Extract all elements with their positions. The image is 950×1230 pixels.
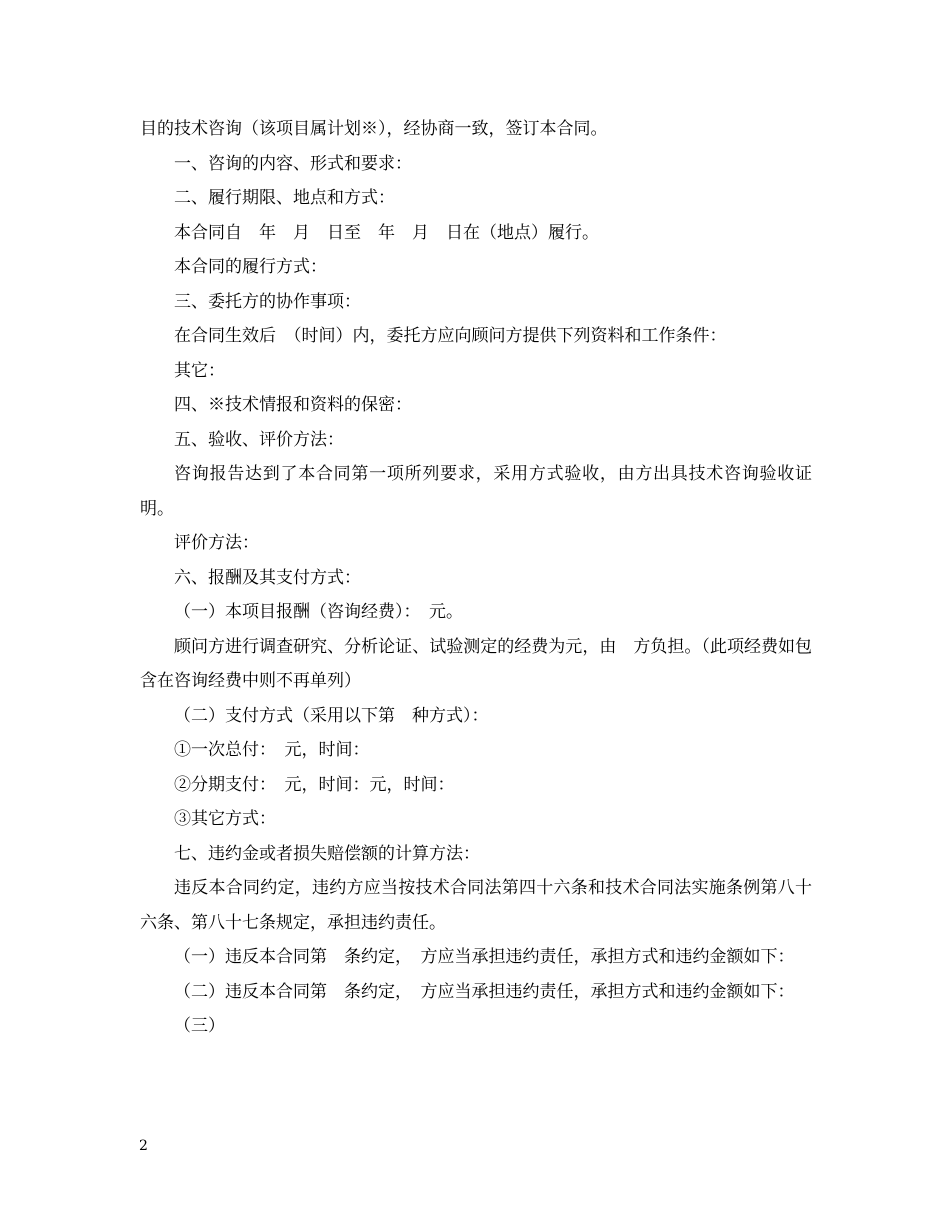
paragraph-other-payment: ③其它方式： [174,809,276,829]
heading-penalty: 七、违约金或者损失赔偿额的计算方法： [174,843,480,864]
heading-client-cooperation: 三、委托方的协作事项： [174,291,361,312]
paragraph-acceptance-report: 咨询报告达到了本合同第一项所列要求，采用方式验收，由方出具技术咨询验收证明。 [140,464,812,519]
paragraph-other: 其它： [174,360,225,381]
paragraph-research-expense: 顾问方进行调查研究、分析论证、试验测定的经费为元，由 方负担。（此项经费如包含在咨询经费中则不再单列） [140,636,812,691]
paragraph-lump-sum: ①一次总付： 元，时间： [174,740,370,760]
page-number: 2 [139,1138,148,1154]
heading-consulting-content: 一、咨询的内容、形式和要求： [174,153,412,174]
contract-body [140,112,812,1044]
paragraph-performance-method: 本合同的履行方式： [174,257,327,277]
paragraph-breach-one: （一）违反本合同第 条约定， 方应当承担违约责任，承担方式和违约金额如下： [174,947,795,967]
paragraph-breach-two: （二）违反本合同第 条约定， 方应当承担违约责任，承担方式和违约金额如下： [174,981,795,1002]
paragraph-installments: ②分期支付： 元，时间：元，时间： [174,774,455,795]
heading-performance-period: 二、履行期限、地点和方式： [174,188,395,208]
paragraph-evaluation-method: 评价方法： [174,533,259,553]
paragraph-payment-method: （二）支付方式（采用以下第 种方式）： [174,705,489,726]
paragraph-breach-liability: 违反本合同约定，违约方应当按技术合同法第四十六条和技术合同法实施条例第八十六条、第八十七条规定，承担违约责任。 [140,878,812,933]
heading-remuneration: 六、报酬及其支付方式： [174,567,361,588]
paragraph-project-fee: （一）本项目报酬（咨询经费）： 元。 [174,602,463,622]
paragraph-client-materials: 在合同生效后 （时间）内，委托方应向顾问方提供下列资料和工作条件： [174,326,727,346]
heading-acceptance: 五、验收、评价方法： [174,429,344,450]
paragraph-breach-three: （三） [174,1016,225,1036]
paragraph-purpose: 目的技术咨询（该项目属计划※），经协商一致，签订本合同。 [140,119,608,139]
heading-confidentiality: 四、※技术情报和资料的保密： [174,395,412,415]
paragraph-performance-dates: 本合同自 年 月 日至 年 月 日在（地点）履行。 [174,222,599,243]
